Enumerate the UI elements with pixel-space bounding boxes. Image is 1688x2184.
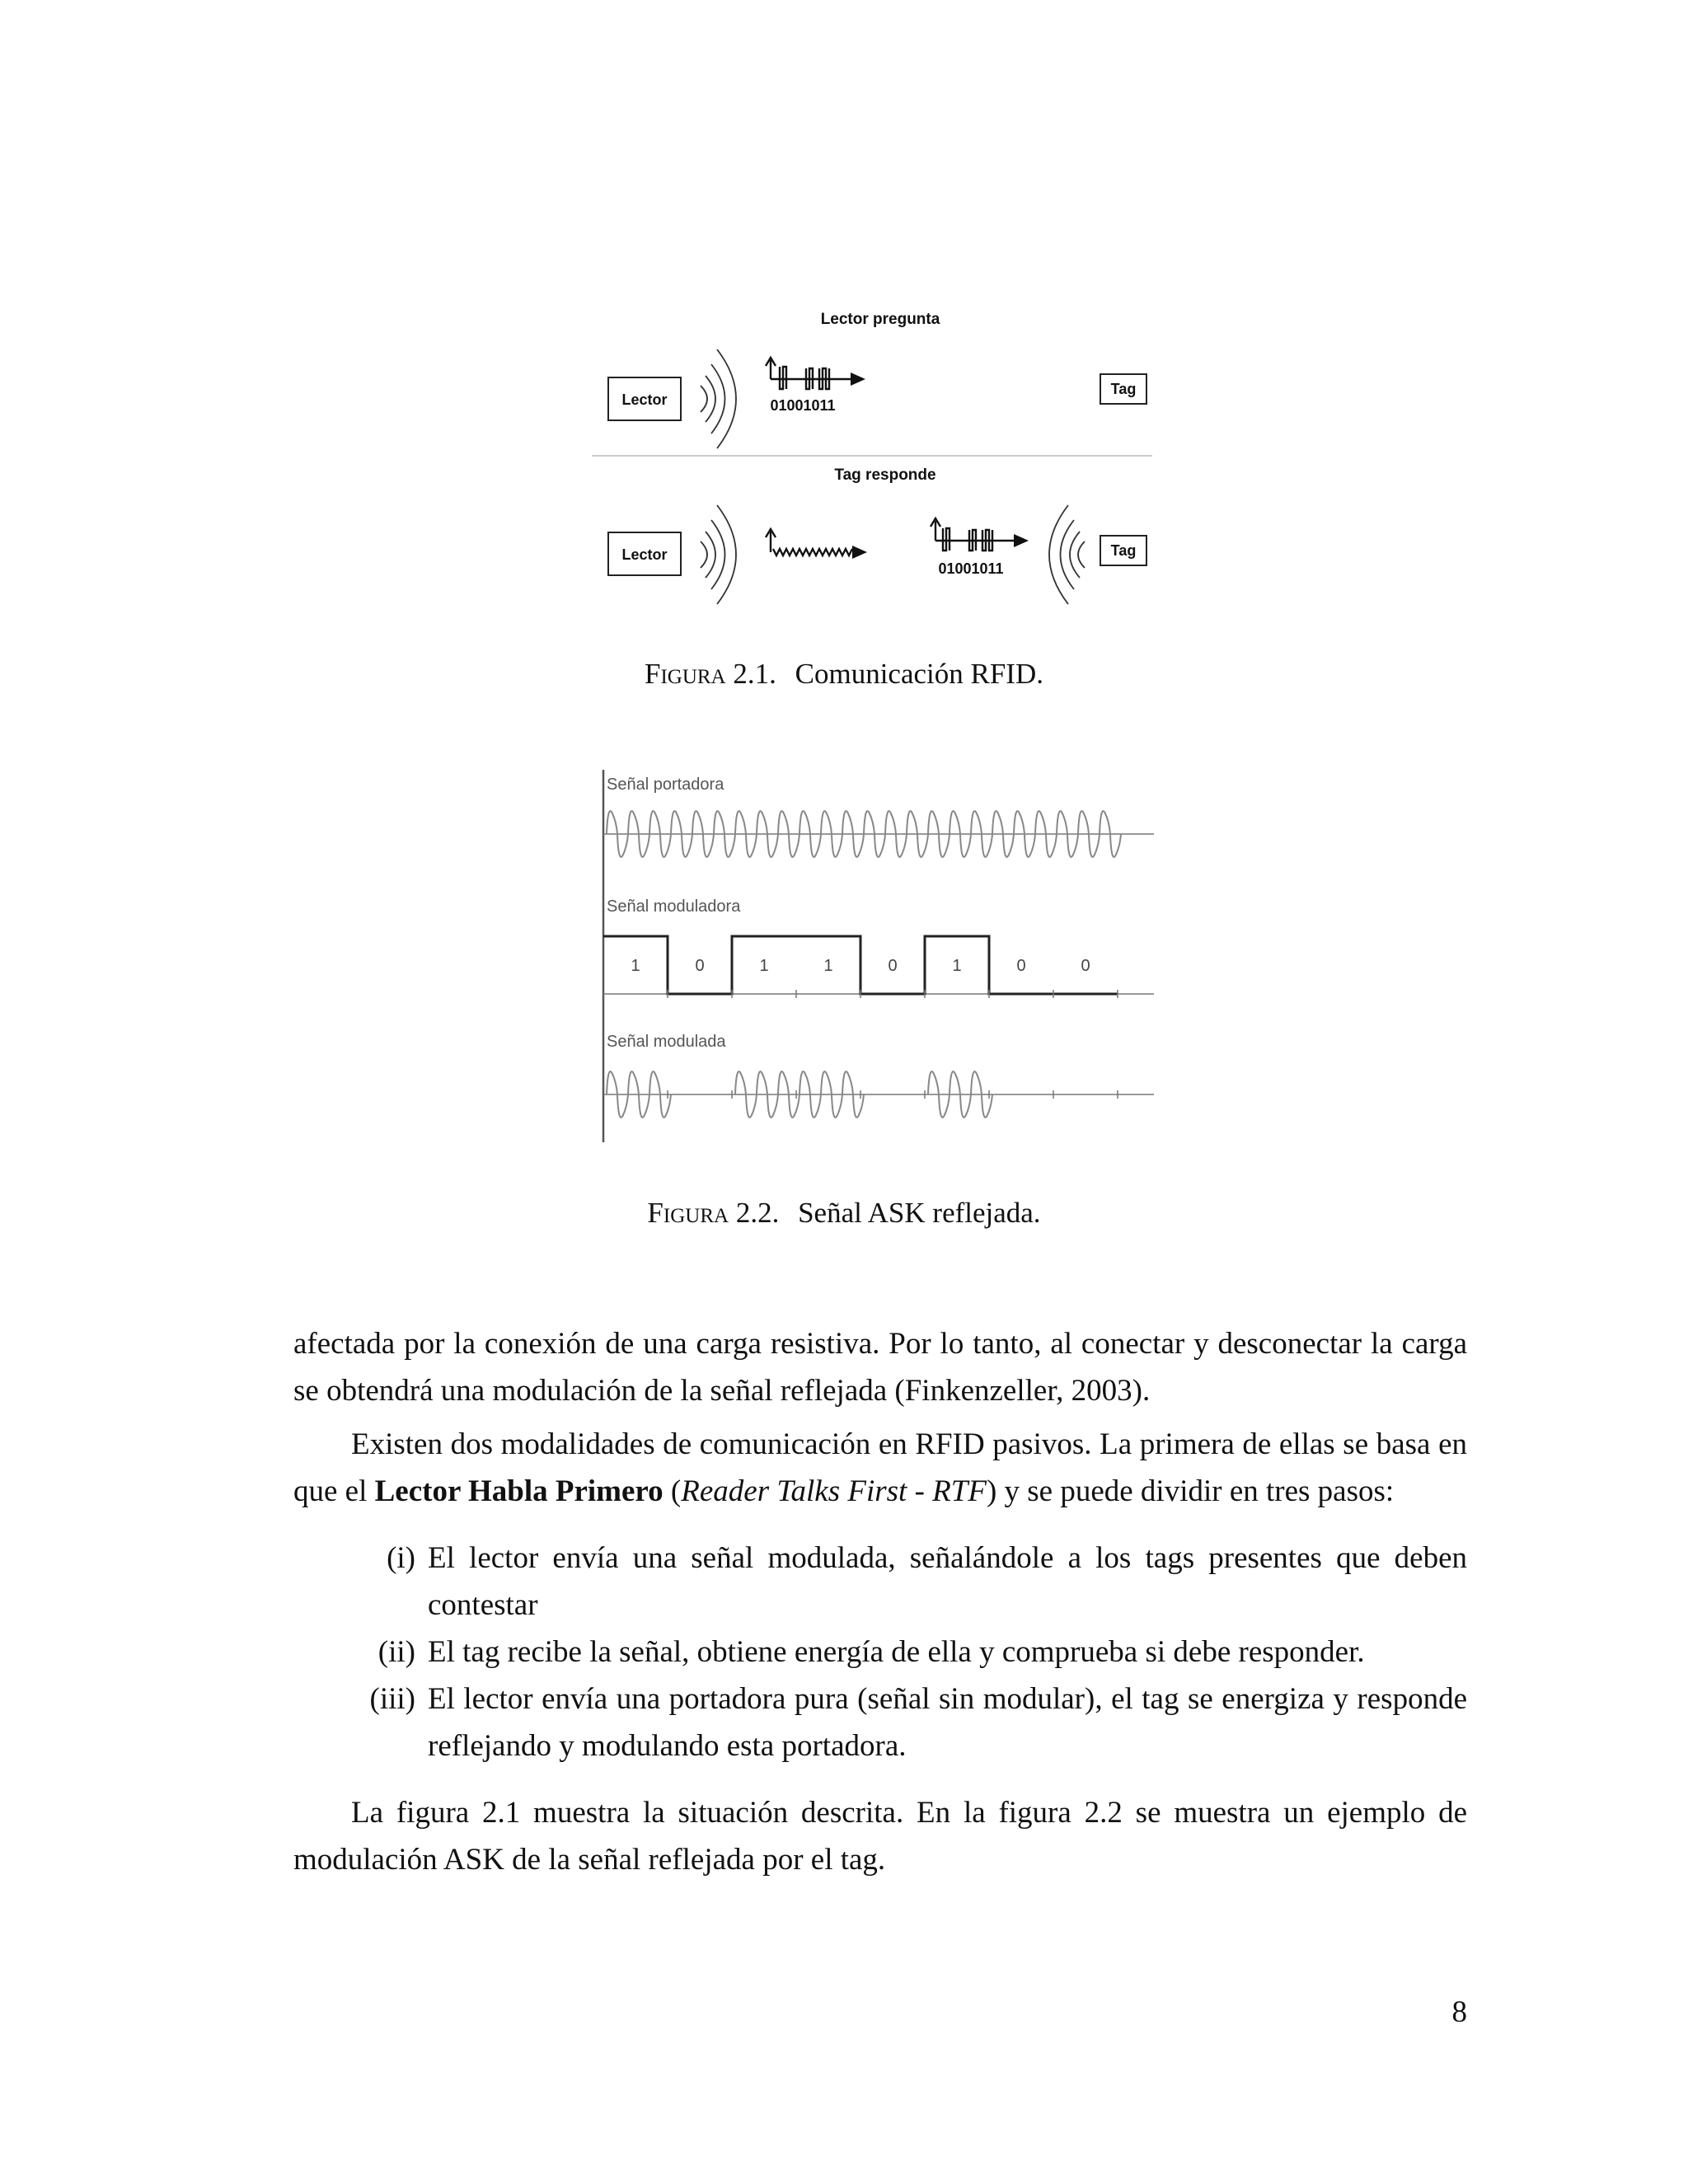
fig1-tag-label-bottom: Tag xyxy=(1110,542,1137,559)
fig1-reader-label-top: Lector xyxy=(621,391,668,408)
list-item: (ii) El tag recibe la señal, obtiene energía de ella y comprueba si debe responder. xyxy=(377,1635,1365,1669)
caption-text: Comunicación RFID. xyxy=(795,658,1043,690)
fig2-bit-label: 0 xyxy=(1081,957,1090,975)
fig1-arrowhead-bottom-right xyxy=(1014,534,1029,547)
caption-word: Figura xyxy=(647,1197,729,1229)
fig2-bit-label: 0 xyxy=(695,957,705,975)
fig1-tag-label-top: Tag xyxy=(1110,381,1137,397)
caption-text: Señal ASK reflejada. xyxy=(798,1197,1041,1229)
fig1-arrowhead-bottom-left xyxy=(852,546,867,559)
paragraph-3: La figura 2.1 muestra la situación descrita. En la figura 2.2 se muestra un ejemplo de modulación ASK de la señal reflejada por el tag. xyxy=(293,1796,1467,1877)
fig1-tag-waves xyxy=(1049,505,1085,604)
fig2-modulating-square-wave xyxy=(603,936,1118,994)
fig2-modulated-label: Señal modulada xyxy=(607,1033,726,1051)
term-lector-habla-primero: Lector Habla Primero xyxy=(374,1474,663,1508)
fig2-modulating-label: Señal moduladora xyxy=(607,898,741,916)
paragraph-2: Existen dos modalidades de comunicación en RFID pasivos. La primera de ellas se basa en que el Lector Habla Primero (Reader Talks First - RTF) y se puede dividir en tres pasos: xyxy=(293,1427,1467,1508)
fig2-bit-label: 1 xyxy=(759,957,769,975)
fig1-modulated-signal-bottom xyxy=(931,518,1014,551)
figure-ask-signal xyxy=(593,766,1162,1154)
caption-word: Figura xyxy=(644,658,726,690)
fig2-bit-label: 1 xyxy=(823,957,833,975)
fig1-reader-label-bottom: Lector xyxy=(621,546,668,563)
fig2-bit-label: 1 xyxy=(952,957,962,975)
fig1-bits-top: 01001011 xyxy=(770,397,836,414)
caption-number: 2.1. xyxy=(733,658,776,690)
page-number: 8 xyxy=(1451,1995,1467,2029)
steps-list xyxy=(293,1535,1467,1769)
fig1-modulated-signal-top xyxy=(766,358,851,389)
paragraph-1: afectada por la conexión de una carga resistiva. Por lo tanto, al conectar y desconectar la carga se obtendrá una modulación de la señal reflejada (Finkenzeller, 2003). xyxy=(293,1327,1467,1408)
fig2-carrier-label: Señal portadora xyxy=(607,776,724,794)
body-text xyxy=(293,1320,1467,1883)
fig1-carrier-signal-bottom xyxy=(766,529,852,555)
figure-caption-2-2 xyxy=(0,1195,1688,1231)
fig1-arrowhead-top xyxy=(851,373,865,386)
fig1-bits-bottom: 01001011 xyxy=(938,560,1004,577)
fig1-bottom-title: Tag responde xyxy=(834,466,936,484)
figure-rfid-communication xyxy=(585,297,1162,610)
list-item: (iii) El lector envía una portadora pura (señal sin modular), el tag se energiza y responde reflejando y modulando esta portadora. xyxy=(369,1682,1467,1763)
fig2-bit-label: 1 xyxy=(631,957,640,975)
fig1-reader-waves-top xyxy=(701,349,736,448)
caption-number: 2.2. xyxy=(735,1197,780,1229)
fig1-top-title: Lector pregunta xyxy=(820,311,940,328)
fig1-reader-waves-bottom xyxy=(701,505,736,604)
figure-caption-2-1 xyxy=(0,656,1688,692)
term-reader-talks-first: Reader Talks First - RTF xyxy=(681,1474,987,1508)
fig2-bit-label: 0 xyxy=(888,957,898,975)
fig2-bit-label: 0 xyxy=(1016,957,1026,975)
list-item: (i) El lector envía una señal modulada, señalándole a los tags presentes que deben contestar xyxy=(387,1541,1467,1622)
